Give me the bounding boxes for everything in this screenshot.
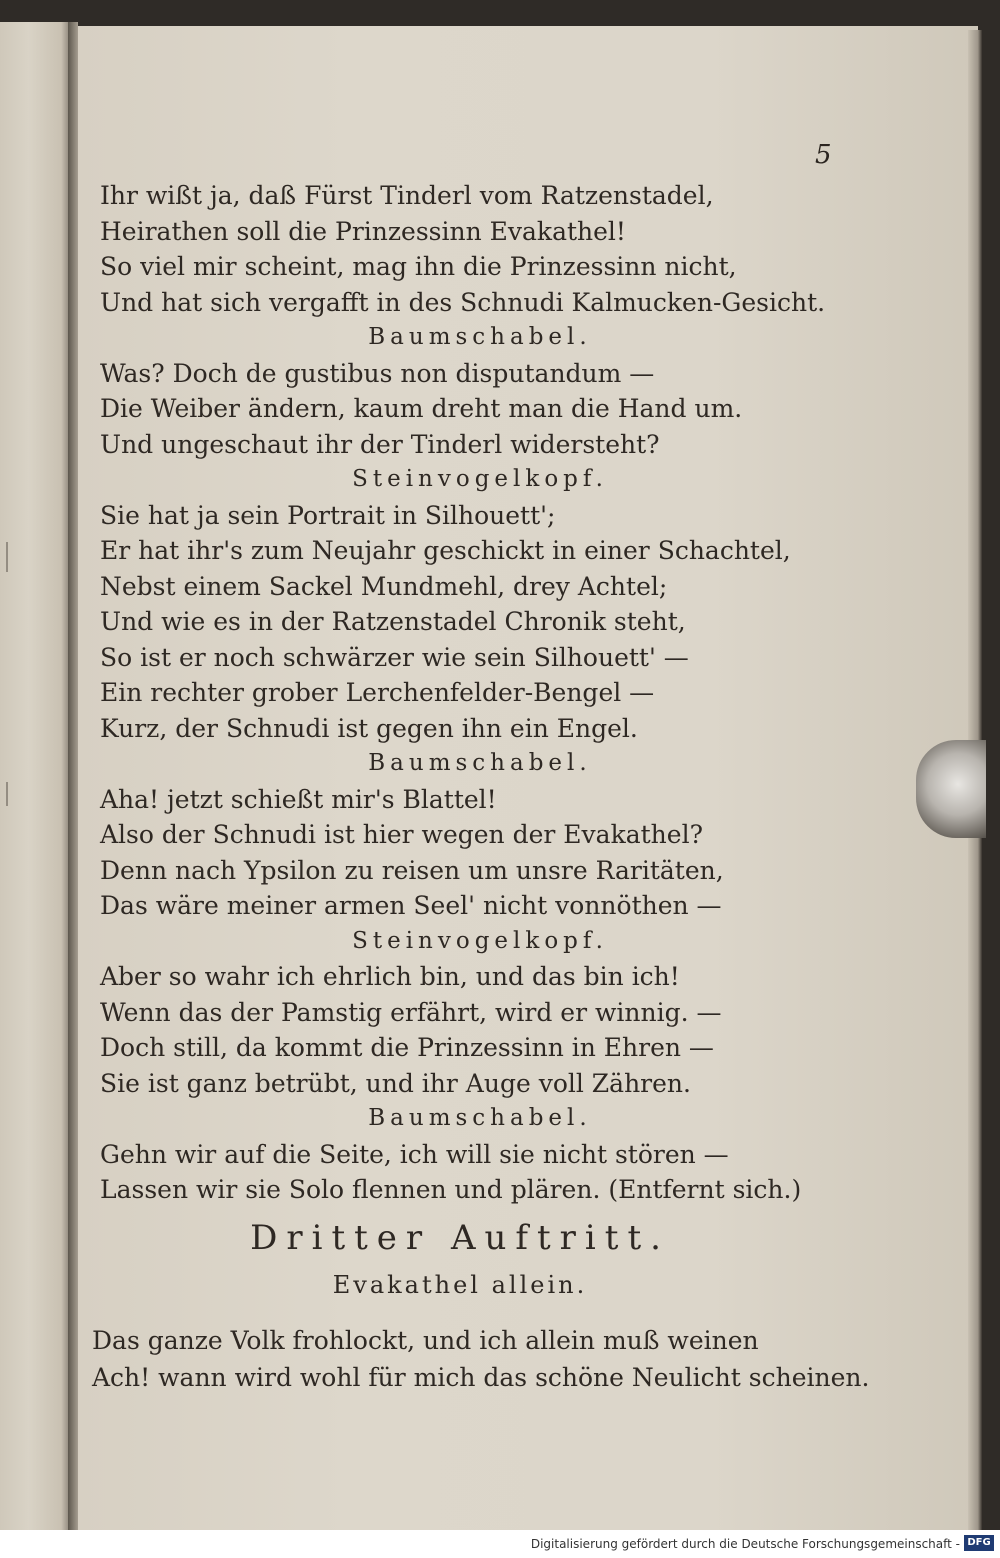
verse-line: Ach! wann wird wohl für mich das schöne Neulicht scheinen.: [92, 1363, 870, 1392]
speaker-name: Baumschabel.: [368, 1105, 592, 1131]
verse-line: Aber so wahr ich ehrlich bin, und das bin ich!: [100, 962, 680, 991]
page-clip: [916, 740, 986, 838]
scene-subheading: Evakathel allein.: [332, 1271, 588, 1299]
dfg-logo-icon: DFG: [964, 1535, 994, 1551]
verse-line: Lassen wir sie Solo flennen und plären. (Entfernt sich.): [100, 1175, 802, 1204]
speaker-name: Steinvogelkopf.: [352, 466, 608, 492]
verse-line: Und hat sich vergafft in des Schnudi Kalmucken-Gesicht.: [100, 287, 826, 317]
verse-line: Nebst einem Sackel Mundmehl, drey Achtel;: [100, 571, 668, 601]
paper-mark: [6, 782, 8, 806]
verse-line: Das ganze Volk frohlockt, und ich allein muß weinen: [92, 1326, 759, 1355]
page-number: 5: [815, 140, 832, 170]
verse-line: So viel mir scheint, mag ihn die Prinzessinn nicht,: [100, 252, 737, 281]
verse-line: Die Weiber ändern, kaum dreht man die Hand um.: [100, 394, 743, 423]
speaker-name: Baumschabel.: [368, 324, 592, 350]
verse-line: Heirathen soll die Prinzessinn Evakathel!: [100, 216, 626, 246]
book-gutter: [68, 22, 78, 1530]
paper-mark: [6, 542, 8, 572]
scene-heading-block: [100, 1212, 820, 1314]
verse-line: Doch still, da kommt die Prinzessinn in Ehren —: [100, 1033, 714, 1062]
verse-line: So ist er noch schwärzer wie sein Silhouett' —: [100, 642, 689, 672]
speaker-name: Baumschabel.: [368, 750, 592, 776]
verse-line: Ein rechter grober Lerchenfelder-Bengel —: [100, 678, 655, 707]
speaker-name: Steinvogelkopf.: [352, 927, 608, 954]
verse-line: Gehn wir auf die Seite, ich will sie nicht stören —: [100, 1139, 729, 1169]
footer-bar: [0, 1530, 1000, 1558]
verse-line: Er hat ihr's zum Neujahr geschickt in einer Schachtel,: [100, 536, 791, 565]
verse-line: Was? Doch de gustibus non disputandum —: [100, 358, 655, 388]
verse-line: Denn nach Ypsilon zu reisen um unsre Raritäten,: [100, 855, 724, 885]
verse-line: Und ungeschaut ihr der Tinderl widersteht?: [100, 429, 660, 459]
funding-credit: Digitalisierung gefördert durch die Deutsche Forschungsgemeinschaft -: [530, 1537, 960, 1551]
verse-line: Sie hat ja sein Portrait in Silhouett';: [100, 500, 556, 530]
verse-line: Also der Schnudi ist hier wegen der Evakathel?: [100, 820, 703, 849]
verse-line: Wenn das der Pamstig erfährt, wird er winnig. —: [100, 997, 722, 1027]
verse-text: [100, 178, 826, 1208]
verse-line: Kurz, der Schnudi ist gegen ihn ein Engel.: [100, 713, 638, 743]
verse-line: Und wie es in der Ratzenstadel Chronik steht,: [100, 607, 686, 636]
closing-verse: [92, 1322, 870, 1396]
verse-line: Sie ist ganz betrübt, und ihr Auge voll Zähren.: [100, 1068, 691, 1098]
verse-line: Aha! jetzt schießt mir's Blattel!: [100, 784, 497, 814]
verse-line: Ihr wißt ja, daß Fürst Tinderl vom Ratzenstadel,: [100, 181, 714, 210]
verse-line: Das wäre meiner armen Seel' nicht vonnöthen —: [100, 891, 722, 920]
scene-heading: Dritter Auftritt.: [250, 1218, 670, 1258]
left-page-edge: [0, 22, 72, 1530]
